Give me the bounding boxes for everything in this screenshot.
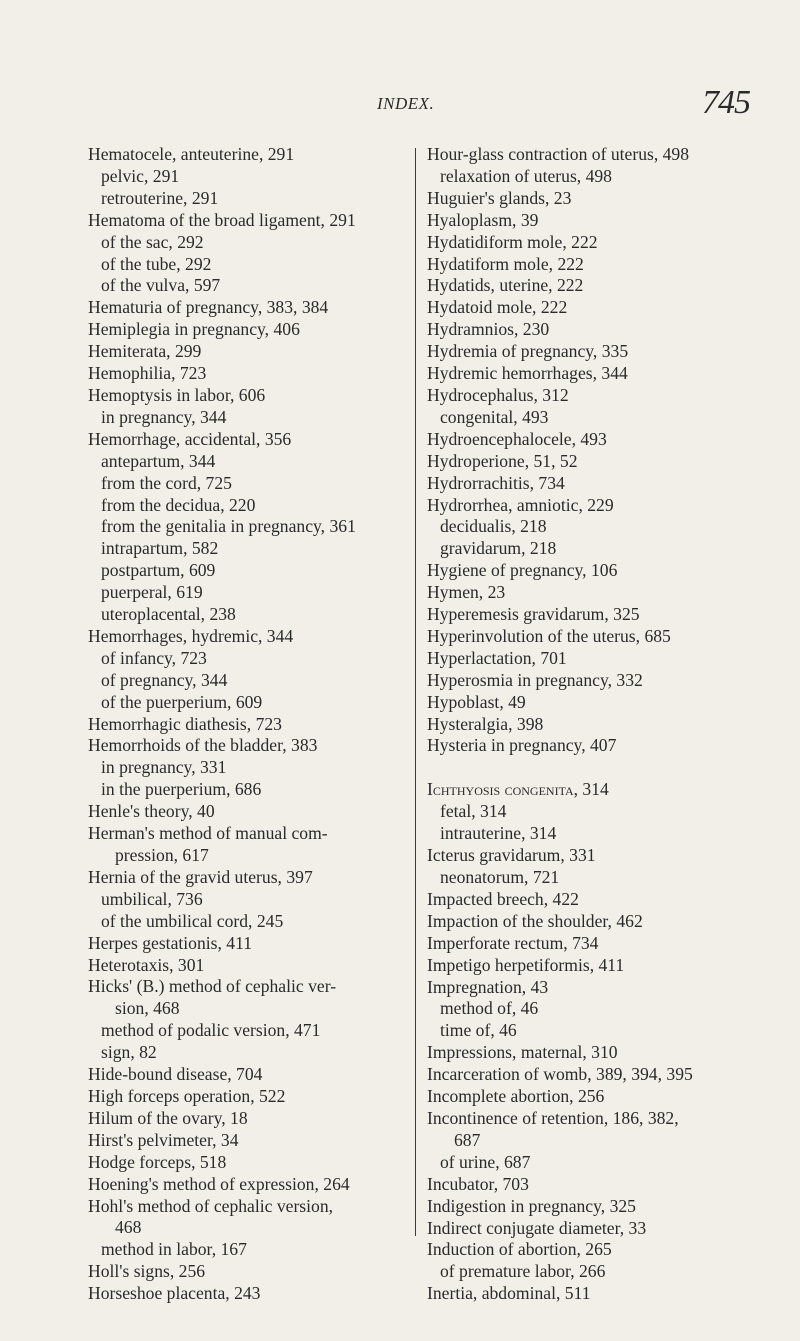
index-entry: Hydatidiform mole, 222 [427, 231, 598, 252]
index-entry: Hohl's method of cephalic version, [88, 1195, 334, 1216]
index-subentry: fetal, 314 [440, 801, 507, 822]
index-entry: Hemorrhages, hydremic, 344 [88, 625, 294, 646]
index-subentry: of premature labor, 266 [440, 1261, 606, 1282]
index-entry: Hygiene of pregnancy, 106 [427, 560, 618, 581]
index-subentry: intrauterine, 314 [440, 823, 557, 844]
index-subentry: from the decidua, 220 [101, 494, 256, 515]
index-entry: Hydatoid mole, 222 [427, 297, 568, 318]
index-subentry: in the puerperium, 686 [101, 779, 262, 800]
entry-gap [427, 757, 767, 779]
index-entry: Hematuria of pregnancy, 383, 384 [88, 297, 329, 318]
index-entry: Hematoma of the broad ligament, 291 [88, 209, 356, 230]
index-subentry: congenital, 493 [440, 406, 549, 427]
index-entry: Huguier's glands, 23 [427, 187, 572, 208]
index-entry: Hodge forceps, 518 [88, 1151, 227, 1172]
index-entry: Impaction of the shoulder, 462 [427, 910, 643, 931]
index-subentry: of infancy, 723 [101, 647, 207, 668]
index-subentry: sion, 468 [115, 998, 180, 1019]
index-entry: Henle's theory, 40 [88, 801, 215, 822]
index-subentry: time of, 46 [440, 1020, 517, 1041]
index-entry: Heterotaxis, 301 [88, 954, 205, 975]
index-subentry: 687 [454, 1129, 481, 1150]
index-subentry: of urine, 687 [440, 1151, 531, 1172]
index-subentry: decidualis, 218 [440, 516, 547, 537]
index-subentry: of the sac, 292 [101, 231, 204, 252]
index-subentry: pelvic, 291 [101, 165, 180, 186]
index-entry: Hydremic hemorrhages, 344 [427, 363, 628, 384]
index-subentry: retrouterine, 291 [101, 187, 219, 208]
index-entry: Hirst's pelvimeter, 34 [88, 1129, 239, 1150]
index-subentry: relaxation of uterus, 498 [440, 165, 612, 186]
index-entry: Horseshoe placenta, 243 [88, 1283, 261, 1304]
index-entry: Icterus gravidarum, 331 [427, 845, 596, 866]
index-entry: Hydrocephalus, 312 [427, 384, 569, 405]
index-entry: Indirect conjugate diameter, 33 [427, 1217, 647, 1238]
index-entry: Impressions, maternal, 310 [427, 1042, 618, 1063]
index-entry: Hysteralgia, 398 [427, 713, 544, 734]
index-subentry: antepartum, 344 [101, 450, 216, 471]
index-entry: Hyperosmia in pregnancy, 332 [427, 669, 643, 690]
index-entry: Indigestion in pregnancy, 325 [427, 1195, 636, 1216]
index-entry: Hydatiform mole, 222 [427, 253, 584, 274]
index-entry: Impregnation, 43 [427, 976, 549, 997]
index-subentry: in pregnancy, 344 [101, 406, 227, 427]
index-entry: Hemoptysis in labor, 606 [88, 384, 266, 405]
index-entry: Hydatids, uterine, 222 [427, 275, 584, 296]
index-entry: Hyperemesis gravidarum, 325 [427, 604, 640, 625]
index-entry: Incubator, 703 [427, 1173, 529, 1194]
index-subentry: uteroplacental, 238 [101, 604, 236, 625]
index-entry: Imperforate rectum, 734 [427, 932, 599, 953]
index-entry: Herpes gestationis, 411 [88, 932, 253, 953]
index-entry: Hydroperione, 51, 52 [427, 450, 578, 471]
index-entry: Hydremia of pregnancy, 335 [427, 341, 629, 362]
index-entry: Impetigo herpetiformis, 411 [427, 954, 625, 975]
index-subentry: in pregnancy, 331 [101, 757, 227, 778]
index-subentry: method of podalic version, 471 [101, 1020, 321, 1041]
index-entry: Hide-bound disease, 704 [88, 1064, 263, 1085]
index-entry: Impacted breech, 422 [427, 888, 579, 909]
index-subentry: postpartum, 609 [101, 560, 216, 581]
index-entry: Hyperlactation, 701 [427, 647, 567, 668]
index-column-left [88, 144, 410, 1305]
index-entry: Hemorrhagic diathesis, 723 [88, 713, 282, 734]
index-subentry: intrapartum, 582 [101, 538, 219, 559]
index-entry: Hemiterata, 299 [88, 341, 202, 362]
page-header [0, 84, 800, 128]
index-subentry: from the genitalia in pregnancy, 361 [101, 516, 356, 537]
index-entry: Hoening's method of expression, 264 [88, 1173, 350, 1194]
index-entry: Hemorrhage, accidental, 356 [88, 428, 292, 449]
index-entry: Hypoblast, 49 [427, 691, 526, 712]
index-entry: Hydroencephalocele, 493 [427, 428, 607, 449]
index-entry: Hyaloplasm, 39 [427, 209, 539, 230]
index-subentry: neonatorum, 721 [440, 867, 560, 887]
index-entry: Hernia of the gravid uterus, 397 [88, 866, 313, 887]
index-subentry: 468 [115, 1217, 142, 1238]
index-entry: Hysteria in pregnancy, 407 [427, 735, 617, 756]
index-subentry: umbilical, 736 [101, 888, 203, 909]
index-entry: Inertia, abdominal, 511 [427, 1283, 591, 1304]
index-entry: Hematocele, anteuterine, 291 [88, 144, 295, 164]
index-subentry: of pregnancy, 344 [101, 669, 228, 690]
index-entry: Hemorrhoids of the bladder, 383 [88, 735, 318, 756]
index-entry: Incomplete abortion, 256 [427, 1086, 605, 1107]
index-subentry: method of, 46 [440, 998, 539, 1019]
index-entry: Holl's signs, 256 [88, 1261, 206, 1282]
index-entry: Incontinence of retention, 186, 382, [427, 1107, 679, 1128]
index-subentry: pression, 617 [115, 845, 209, 865]
index-entry: Hydrorrachitis, 734 [427, 472, 565, 493]
index-entry: Ichthyosis congenita, 314 [427, 779, 609, 800]
index-entry: Hydramnios, 230 [427, 319, 550, 340]
index-entry: Hyperinvolution of the uterus, 685 [427, 625, 671, 646]
index-entry: Hicks' (B.) method of cephalic ver- [88, 976, 337, 997]
index-entry: Hemiplegia in pregnancy, 406 [88, 319, 300, 340]
index-column-right [427, 144, 767, 1305]
index-subentry: from the cord, 725 [101, 472, 232, 493]
index-subentry: of the vulva, 597 [101, 275, 221, 296]
index-subentry: of the tube, 292 [101, 253, 212, 274]
index-entry: High forceps operation, 522 [88, 1085, 286, 1106]
column-divider [415, 148, 416, 1236]
index-subentry: of the puerperium, 609 [101, 691, 263, 712]
index-entry: Hour-glass contraction of uterus, 498 [427, 144, 690, 164]
index-subentry: sign, 82 [101, 1042, 157, 1063]
index-entry: Hilum of the ovary, 18 [88, 1107, 248, 1128]
index-subentry: gravidarum, 218 [440, 538, 557, 559]
index-subentry: of the umbilical cord, 245 [101, 910, 284, 931]
index-entry: Hemophilia, 723 [88, 363, 207, 384]
index-entry: Hydrorrhea, amniotic, 229 [427, 494, 614, 515]
page-number: 745 [702, 84, 750, 121]
index-entry: Induction of abortion, 265 [427, 1239, 612, 1260]
index-subentry: method in labor, 167 [101, 1239, 247, 1260]
index-entry: Hymen, 23 [427, 582, 506, 603]
index-entry: Herman's method of manual com- [88, 823, 328, 844]
page-title: INDEX. [377, 94, 435, 113]
index-entry: Incarceration of womb, 389, 394, 395 [427, 1064, 693, 1085]
index-subentry: puerperal, 619 [101, 582, 203, 603]
